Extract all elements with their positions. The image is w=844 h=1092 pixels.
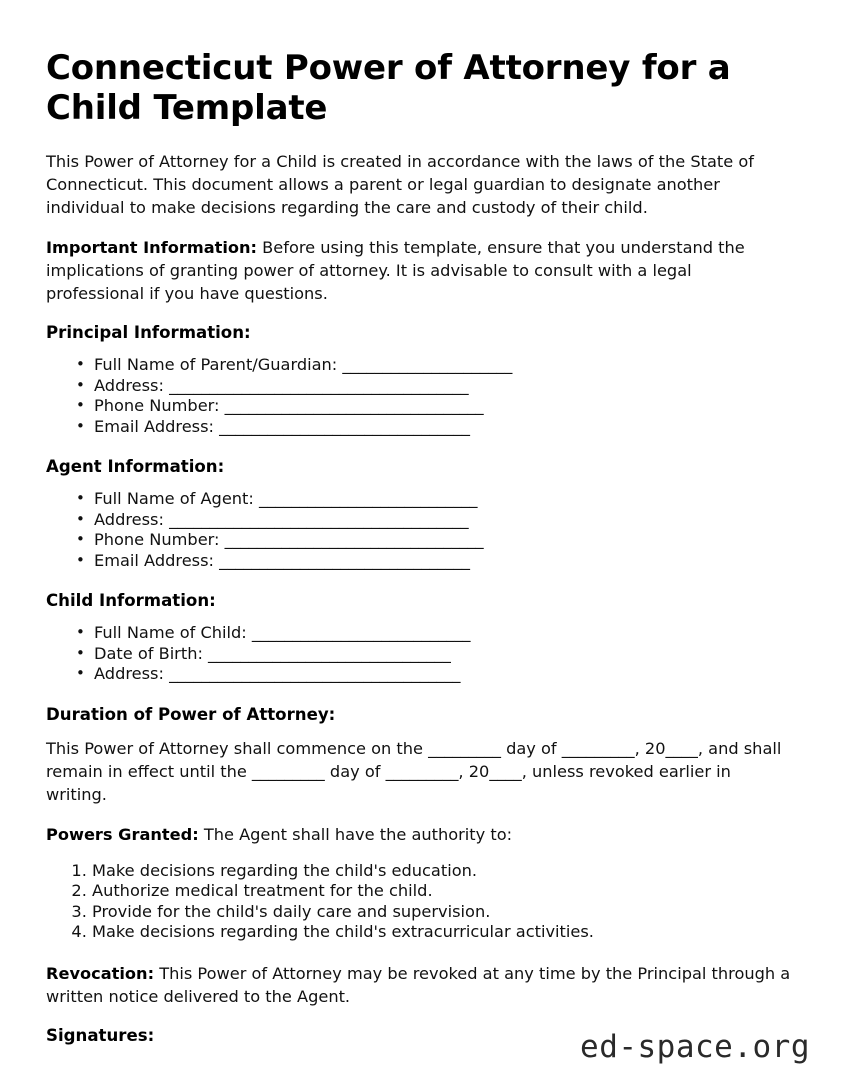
duration-paragraph: This Power of Attorney shall commence on the _________ day of _________, 20____, and shall remain in effect until the _________ day of _________, 20____, unless revoked earlier in writing.: [46, 738, 782, 804]
important-information-label: Important Information:: [46, 238, 258, 257]
agent-information-heading: Agent Information:: [46, 457, 225, 476]
list-item: 4. Make decisions regarding the child's extracurricular activities.: [92, 922, 792, 943]
list-item: • Full Name of Agent: ___________________________: [76, 489, 792, 510]
intro-paragraph: This Power of Attorney for a Child is created in accordance with the laws of the State of Connecticut. This document allows a parent or legal guardian to designate another individual to make decisions regarding the care and custody of their child.: [46, 152, 754, 217]
duration-heading: Duration of Power of Attorney:: [46, 704, 336, 724]
agent-information-fields: [46, 489, 792, 571]
document-body: [46, 48, 792, 1058]
principal-information-fields: [46, 355, 792, 437]
revocation-paragraph: [46, 962, 792, 1008]
signatures-heading: Signatures:: [46, 1025, 155, 1045]
revocation-text: This Power of Attorney may be revoked at any time by the Principal through a written notice delivered to the Agent.: [46, 963, 791, 1006]
powers-granted-label: Powers Granted:: [46, 824, 199, 844]
page-title: Connecticut Power of Attorney for a Child Template: [46, 48, 731, 128]
list-item: 1. Make decisions regarding the child's education.: [92, 861, 792, 882]
list-item: • Full Name of Child: ___________________________: [76, 623, 792, 644]
child-information-heading: Child Information:: [46, 591, 216, 610]
important-information-paragraph: [46, 236, 792, 305]
list-item: • Phone Number: ________________________________: [76, 396, 792, 417]
list-item: • Phone Number: ________________________________: [76, 530, 792, 551]
powers-granted-paragraph: [46, 823, 792, 846]
principal-information-heading: Principal Information:: [46, 323, 251, 342]
list-item: • Address: ____________________________________: [76, 664, 792, 685]
child-information-fields: [46, 623, 792, 685]
list-item: 3. Provide for the child's daily care and supervision.: [92, 902, 792, 923]
list-item: • Address: _____________________________________: [76, 376, 792, 397]
important-information-text: Before using this template, ensure that you understand the implications of granting power of attorney. It is advisable to consult with a legal professional if you have questions.: [46, 238, 745, 303]
site-watermark: ed-space.org: [580, 1029, 810, 1065]
revocation-label: Revocation:: [46, 963, 155, 983]
list-item: • Address: _____________________________________: [76, 510, 792, 531]
list-item: • Email Address: _______________________________: [76, 551, 792, 572]
list-item: 2. Authorize medical treatment for the child.: [92, 881, 792, 902]
list-item: • Date of Birth: ______________________________: [76, 644, 792, 665]
list-item: • Full Name of Parent/Guardian: _____________________: [76, 355, 792, 376]
powers-granted-text: The Agent shall have the authority to:: [198, 824, 513, 844]
powers-granted-list: [46, 861, 792, 943]
list-item: • Email Address: _______________________________: [76, 417, 792, 438]
